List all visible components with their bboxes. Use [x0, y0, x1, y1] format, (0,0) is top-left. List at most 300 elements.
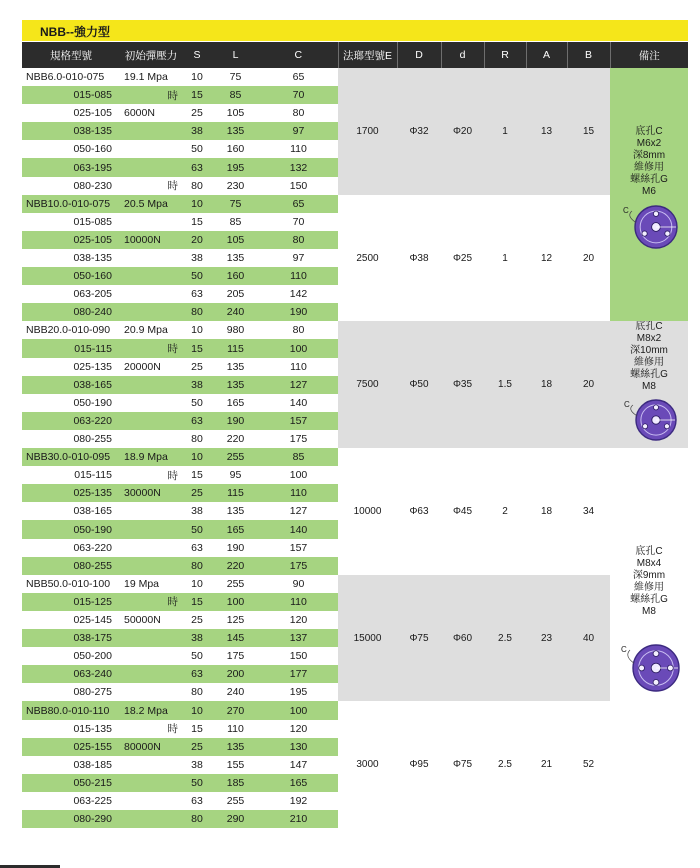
pressure-cell: 6000N	[120, 104, 182, 122]
model-cell: 063-220	[22, 412, 120, 430]
pressure-cell: 50000N	[120, 611, 182, 629]
note-line: 螺絲孔G	[630, 594, 668, 606]
length-cell: 145	[212, 629, 259, 647]
table-row	[22, 321, 688, 339]
flange-e-cell: 3000	[338, 701, 397, 828]
note-cell	[610, 68, 688, 321]
length-cell: 240	[212, 303, 259, 321]
model-cell: 015-115	[22, 466, 120, 484]
length-cell: 255	[212, 448, 259, 466]
d-upper-cell: Φ75	[397, 575, 441, 702]
c-cell: 110	[259, 267, 338, 285]
note-line: 維修用	[634, 357, 664, 369]
stroke-cell: 80	[182, 557, 212, 575]
model-cell: NBB80.0-010-110	[22, 701, 120, 719]
flange-diagram-icon	[620, 205, 678, 249]
pressure-cell: 18.9 Mpa	[120, 448, 182, 466]
model-cell: 063-225	[22, 792, 120, 810]
pressure-cell: 時	[120, 593, 182, 611]
flange-diagram-icon	[618, 644, 680, 692]
stroke-cell: 50	[182, 394, 212, 412]
note-cell	[610, 448, 688, 828]
d-lower-cell: Φ25	[441, 195, 484, 322]
note-line: M8	[642, 606, 656, 618]
c-cell: 65	[259, 68, 338, 86]
stroke-cell: 25	[182, 358, 212, 376]
bolt-hole-icon	[668, 665, 674, 671]
length-cell: 190	[212, 412, 259, 430]
stroke-cell: 38	[182, 249, 212, 267]
note-line: M8	[642, 381, 656, 393]
length-cell: 115	[212, 339, 259, 357]
c-cell: 157	[259, 412, 338, 430]
length-cell: 125	[212, 611, 259, 629]
model-cell: 080-290	[22, 810, 120, 828]
pressure-cell: 18.2 Mpa	[120, 701, 182, 719]
flange-e-cell: 10000	[338, 448, 397, 575]
stroke-cell: 50	[182, 647, 212, 665]
d-upper-cell: Φ32	[397, 68, 441, 195]
length-cell: 95	[212, 466, 259, 484]
c-cell: 150	[259, 177, 338, 195]
model-cell: 063-195	[22, 158, 120, 176]
d-lower-cell: Φ20	[441, 68, 484, 195]
length-cell: 165	[212, 520, 259, 538]
c-cell: 130	[259, 738, 338, 756]
bolt-hole-icon	[653, 405, 658, 410]
length-cell: 85	[212, 213, 259, 231]
length-cell: 230	[212, 177, 259, 195]
r-cell: 2.5	[484, 575, 526, 702]
c-cell: 177	[259, 665, 338, 683]
stroke-cell: 25	[182, 738, 212, 756]
c-cell: 192	[259, 792, 338, 810]
bolt-hole-icon	[643, 424, 648, 429]
stroke-cell: 63	[182, 665, 212, 683]
spec-table	[22, 42, 688, 828]
length-cell: 160	[212, 267, 259, 285]
stroke-cell: 63	[182, 792, 212, 810]
stroke-cell: 15	[182, 86, 212, 104]
length-cell: 135	[212, 249, 259, 267]
model-cell: 015-085	[22, 86, 120, 104]
pressure-cell	[120, 303, 182, 321]
note-line: 底孔C	[635, 126, 663, 137]
header-r: R	[484, 42, 526, 68]
pressure-cell	[120, 412, 182, 430]
length-cell: 185	[212, 774, 259, 792]
b-cell: 15	[567, 68, 610, 195]
note-line: 深10mm	[630, 345, 668, 357]
pressure-cell	[120, 502, 182, 520]
stroke-cell: 50	[182, 520, 212, 538]
c-cell: 70	[259, 213, 338, 231]
stroke-cell: 63	[182, 412, 212, 430]
diagram-label: C	[624, 400, 630, 410]
c-cell: 165	[259, 774, 338, 792]
model-cell: 063-205	[22, 285, 120, 303]
table-row	[22, 68, 688, 86]
a-cell: 13	[526, 68, 567, 195]
stroke-cell: 10	[182, 321, 212, 339]
c-cell: 80	[259, 231, 338, 249]
c-cell: 140	[259, 520, 338, 538]
c-cell: 120	[259, 611, 338, 629]
length-cell: 195	[212, 158, 259, 176]
length-cell: 105	[212, 104, 259, 122]
pressure-cell	[120, 520, 182, 538]
note-line: M6	[642, 186, 656, 197]
stroke-cell: 50	[182, 774, 212, 792]
c-cell: 110	[259, 140, 338, 158]
c-cell: 120	[259, 720, 338, 738]
d-lower-cell: Φ35	[441, 321, 484, 448]
c-cell: 110	[259, 593, 338, 611]
header-note: 備注	[610, 42, 688, 68]
a-cell: 23	[526, 575, 567, 702]
r-cell: 2.5	[484, 701, 526, 828]
b-cell: 40	[567, 575, 610, 702]
stroke-cell: 15	[182, 466, 212, 484]
length-cell: 135	[212, 502, 259, 520]
model-cell: 038-135	[22, 249, 120, 267]
stroke-cell: 50	[182, 267, 212, 285]
header-d-lower: d	[441, 42, 484, 68]
c-cell: 97	[259, 122, 338, 140]
d-upper-cell: Φ38	[397, 195, 441, 322]
a-cell: 12	[526, 195, 567, 322]
pressure-cell: 時	[120, 466, 182, 484]
model-cell: 038-165	[22, 502, 120, 520]
model-cell: 025-135	[22, 484, 120, 502]
c-cell: 195	[259, 683, 338, 701]
stroke-cell: 38	[182, 629, 212, 647]
length-cell: 160	[212, 140, 259, 158]
pressure-cell: 時	[120, 720, 182, 738]
length-cell: 100	[212, 593, 259, 611]
c-cell: 175	[259, 557, 338, 575]
note-line: 底孔C	[635, 546, 663, 558]
c-cell: 80	[259, 104, 338, 122]
pressure-cell	[120, 557, 182, 575]
stroke-cell: 15	[182, 213, 212, 231]
model-cell: 025-135	[22, 358, 120, 376]
c-cell: 97	[259, 249, 338, 267]
model-cell: 038-175	[22, 629, 120, 647]
stroke-cell: 63	[182, 539, 212, 557]
model-cell: 015-125	[22, 593, 120, 611]
stroke-cell: 25	[182, 484, 212, 502]
bolt-hole-icon	[653, 680, 659, 686]
c-cell: 157	[259, 539, 338, 557]
stroke-cell: 80	[182, 177, 212, 195]
header-c: C	[259, 42, 338, 68]
d-lower-cell: Φ45	[441, 448, 484, 575]
note-line: 維修用	[634, 582, 664, 594]
note-line: 底孔C	[635, 321, 663, 333]
length-cell: 190	[212, 539, 259, 557]
stroke-cell: 38	[182, 376, 212, 394]
r-cell: 1	[484, 68, 526, 195]
note-line: 螺絲孔G	[630, 174, 668, 185]
flange-diagram	[620, 205, 678, 253]
header-flange-e: 法瑯型號E	[338, 42, 397, 68]
pressure-cell: 19 Mpa	[120, 575, 182, 593]
length-cell: 105	[212, 231, 259, 249]
flange-diagram	[618, 644, 680, 696]
c-cell: 80	[259, 321, 338, 339]
length-cell: 75	[212, 195, 259, 213]
model-cell: 015-115	[22, 339, 120, 357]
length-cell: 980	[212, 321, 259, 339]
flange-diagram	[621, 399, 677, 445]
pressure-cell	[120, 665, 182, 683]
model-cell: 025-105	[22, 231, 120, 249]
pressure-cell	[120, 376, 182, 394]
stroke-cell: 15	[182, 339, 212, 357]
length-cell: 110	[212, 720, 259, 738]
bolt-hole-icon	[639, 665, 645, 671]
pressure-cell	[120, 158, 182, 176]
c-cell: 110	[259, 484, 338, 502]
model-cell: NBB50.0-010-100	[22, 575, 120, 593]
model-cell: 063-240	[22, 665, 120, 683]
length-cell: 135	[212, 122, 259, 140]
note-line: 深9mm	[632, 570, 666, 582]
stroke-cell: 38	[182, 502, 212, 520]
pressure-cell	[120, 539, 182, 557]
model-cell: 080-255	[22, 557, 120, 575]
bolt-hole-icon	[665, 231, 670, 236]
bolt-hole-icon	[642, 231, 647, 236]
stroke-cell: 25	[182, 611, 212, 629]
flange-diagram-icon	[621, 399, 677, 441]
flange-e-cell: 15000	[338, 575, 397, 702]
pressure-cell: 19.1 Mpa	[120, 68, 182, 86]
model-cell: 025-155	[22, 738, 120, 756]
c-cell: 100	[259, 466, 338, 484]
c-cell: 132	[259, 158, 338, 176]
stroke-cell: 63	[182, 158, 212, 176]
model-cell: 038-165	[22, 376, 120, 394]
stroke-cell: 10	[182, 195, 212, 213]
model-cell: NBB20.0-010-090	[22, 321, 120, 339]
stroke-cell: 10	[182, 68, 212, 86]
model-cell: 050-215	[22, 774, 120, 792]
pressure-cell	[120, 792, 182, 810]
pressure-cell: 20.9 Mpa	[120, 321, 182, 339]
pressure-cell: 時	[120, 177, 182, 195]
model-cell: 025-145	[22, 611, 120, 629]
model-cell: NBB10.0-010-075	[22, 195, 120, 213]
stroke-cell: 10	[182, 701, 212, 719]
a-cell: 21	[526, 701, 567, 828]
c-cell: 70	[259, 86, 338, 104]
r-cell: 2	[484, 448, 526, 575]
model-cell: NBB30.0-010-095	[22, 448, 120, 466]
length-cell: 200	[212, 665, 259, 683]
c-cell: 110	[259, 358, 338, 376]
length-cell: 165	[212, 394, 259, 412]
model-cell: 050-190	[22, 394, 120, 412]
pressure-cell	[120, 267, 182, 285]
diagram-label: C	[623, 206, 629, 215]
length-cell: 270	[212, 701, 259, 719]
table-row	[22, 575, 688, 593]
model-cell: 015-085	[22, 213, 120, 231]
header-d-upper: D	[397, 42, 441, 68]
c-cell: 190	[259, 303, 338, 321]
header-model: 規格型號	[22, 42, 120, 68]
c-cell: 140	[259, 394, 338, 412]
stroke-cell: 25	[182, 104, 212, 122]
d-lower-cell: Φ60	[441, 575, 484, 702]
note-line: 螺絲孔G	[630, 369, 668, 381]
header-l: L	[212, 42, 259, 68]
stroke-cell: 10	[182, 575, 212, 593]
model-cell: 080-255	[22, 430, 120, 448]
c-cell: 137	[259, 629, 338, 647]
note-line: 深8mm	[632, 150, 666, 161]
pressure-cell	[120, 774, 182, 792]
b-cell: 20	[567, 195, 610, 322]
diagram-label: C	[621, 645, 627, 655]
r-cell: 1	[484, 195, 526, 322]
pressure-cell: 20000N	[120, 358, 182, 376]
pressure-cell	[120, 140, 182, 158]
length-cell: 135	[212, 376, 259, 394]
model-cell: NBB6.0-010-075	[22, 68, 120, 86]
table-title: NBB--強力型	[40, 25, 110, 39]
table-row	[22, 195, 688, 213]
model-cell: 015-135	[22, 720, 120, 738]
pressure-cell	[120, 810, 182, 828]
stroke-cell: 38	[182, 756, 212, 774]
flange-e-cell: 2500	[338, 195, 397, 322]
d-lower-cell: Φ75	[441, 701, 484, 828]
stroke-cell: 80	[182, 430, 212, 448]
b-cell: 52	[567, 701, 610, 828]
length-cell: 155	[212, 756, 259, 774]
length-cell: 255	[212, 575, 259, 593]
header-pressure: 初始彈壓力	[120, 42, 182, 68]
stroke-cell: 50	[182, 140, 212, 158]
a-cell: 18	[526, 448, 567, 575]
pressure-cell	[120, 122, 182, 140]
pressure-cell	[120, 430, 182, 448]
c-cell: 85	[259, 448, 338, 466]
length-cell: 135	[212, 738, 259, 756]
header-s: S	[182, 42, 212, 68]
c-cell: 90	[259, 575, 338, 593]
c-cell: 100	[259, 339, 338, 357]
bolt-hole-icon	[653, 211, 658, 216]
b-cell: 34	[567, 448, 610, 575]
title-bar	[22, 20, 688, 41]
header-row	[22, 42, 688, 68]
pressure-cell: 20.5 Mpa	[120, 195, 182, 213]
pressure-cell: 80000N	[120, 738, 182, 756]
model-cell: 050-160	[22, 140, 120, 158]
length-cell: 290	[212, 810, 259, 828]
pressure-cell	[120, 285, 182, 303]
model-cell: 050-160	[22, 267, 120, 285]
r-cell: 1.5	[484, 321, 526, 448]
note-line: M8x2	[636, 333, 662, 345]
flange-e-cell: 1700	[338, 68, 397, 195]
header-a: A	[526, 42, 567, 68]
pressure-cell	[120, 394, 182, 412]
flange-e-cell: 7500	[338, 321, 397, 448]
b-cell: 20	[567, 321, 610, 448]
stroke-cell: 10	[182, 448, 212, 466]
c-cell: 127	[259, 502, 338, 520]
stroke-cell: 20	[182, 231, 212, 249]
model-cell: 050-190	[22, 520, 120, 538]
c-cell: 65	[259, 195, 338, 213]
pressure-cell	[120, 249, 182, 267]
d-upper-cell: Φ50	[397, 321, 441, 448]
c-cell: 175	[259, 430, 338, 448]
stroke-cell: 80	[182, 810, 212, 828]
pressure-cell: 30000N	[120, 484, 182, 502]
model-cell: 038-185	[22, 756, 120, 774]
c-cell: 147	[259, 756, 338, 774]
length-cell: 255	[212, 792, 259, 810]
length-cell: 75	[212, 68, 259, 86]
c-cell: 100	[259, 701, 338, 719]
length-cell: 85	[212, 86, 259, 104]
length-cell: 205	[212, 285, 259, 303]
pressure-cell	[120, 683, 182, 701]
stroke-cell: 63	[182, 285, 212, 303]
length-cell: 240	[212, 683, 259, 701]
model-cell: 050-200	[22, 647, 120, 665]
table-row	[22, 701, 688, 719]
c-cell: 127	[259, 376, 338, 394]
pressure-cell	[120, 629, 182, 647]
d-upper-cell: Φ95	[397, 701, 441, 828]
pressure-cell: 10000N	[120, 231, 182, 249]
note-line: M6x2	[636, 138, 662, 149]
model-cell: 025-105	[22, 104, 120, 122]
stroke-cell: 80	[182, 683, 212, 701]
model-cell: 038-135	[22, 122, 120, 140]
model-cell: 080-240	[22, 303, 120, 321]
pressure-cell	[120, 213, 182, 231]
length-cell: 135	[212, 358, 259, 376]
c-cell: 142	[259, 285, 338, 303]
pressure-cell	[120, 756, 182, 774]
stroke-cell: 80	[182, 303, 212, 321]
d-upper-cell: Φ63	[397, 448, 441, 575]
stroke-cell: 15	[182, 593, 212, 611]
length-cell: 220	[212, 557, 259, 575]
bolt-hole-icon	[664, 424, 669, 429]
model-cell: 080-275	[22, 683, 120, 701]
length-cell: 115	[212, 484, 259, 502]
pressure-cell: 時	[120, 86, 182, 104]
model-cell: 080-230	[22, 177, 120, 195]
length-cell: 220	[212, 430, 259, 448]
note-cell	[610, 321, 688, 448]
note-line: M8x4	[636, 558, 662, 570]
header-b: B	[567, 42, 610, 68]
length-cell: 175	[212, 647, 259, 665]
pressure-cell: 時	[120, 339, 182, 357]
a-cell: 18	[526, 321, 567, 448]
note-line: 維修用	[634, 162, 664, 173]
